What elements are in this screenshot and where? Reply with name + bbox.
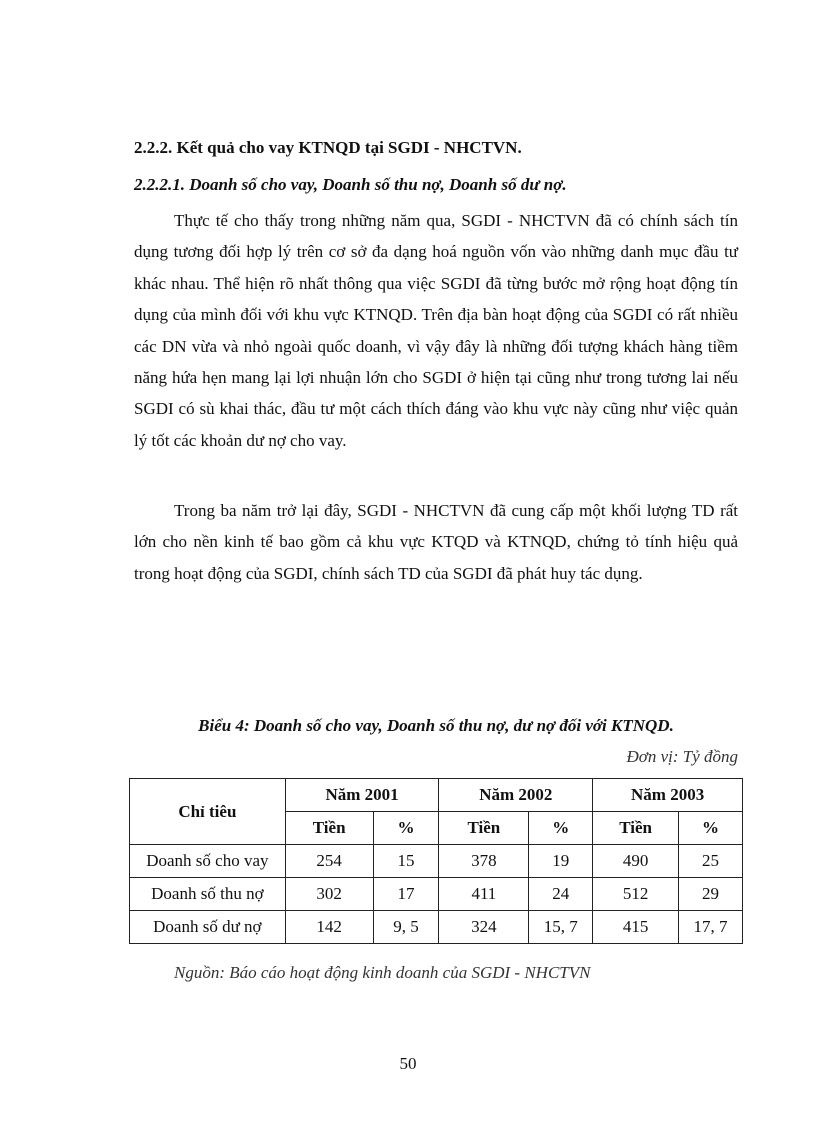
paragraph-1: Thực tế cho thấy trong những năm qua, SGDI - NHCTVN đã có chính sách tín dụng tương đối hợp lý trên cơ sở đa dạng hoá nguồn vốn vào những danh mục đầu tư khác nhau. Thể hiện rõ nhất thông qua việc SGDI đã từng bước mở rộng hoạt động tín dụng của mình đối với khu vực KTNQD. Trên địa bàn hoạt động của SGDI có rất nhiều các DN vừa và nhỏ ngoài quốc doanh, vì vậy đây là những đối tượng khách hàng tiềm năng hứa hẹn mang lại lợi nhuận lớn cho SGDI ở hiện tại cũng như trong tương lai nếu SGDI có sù khai thác, đầu tư một cách thích đáng vào khu vực này cũng như việc quản lý tốt các khoản dư nợ cho vay. bbox=[134, 211, 738, 450]
table-cell: 17 bbox=[373, 878, 439, 911]
table-cell: 24 bbox=[529, 878, 593, 911]
table-cell: 142 bbox=[285, 911, 373, 944]
header-year-2001: Năm 2001 bbox=[285, 779, 439, 812]
table-cell: 15 bbox=[373, 845, 439, 878]
table-cell: 9, 5 bbox=[373, 911, 439, 944]
subheader-percent: % bbox=[373, 812, 439, 845]
table-header-row bbox=[130, 779, 743, 812]
table-cell: 25 bbox=[679, 845, 743, 878]
table-cell: 490 bbox=[593, 845, 679, 878]
page-number: 50 bbox=[399, 1054, 417, 1073]
table-cell: 29 bbox=[679, 878, 743, 911]
subheader-money: Tiền bbox=[285, 812, 373, 845]
data-table bbox=[129, 778, 743, 944]
table-caption: Biểu 4: Doanh số cho vay, Doanh số thu nợ, dư nợ đối với KTNQD. bbox=[198, 716, 674, 735]
section-heading: 2.2.2. Kết quả cho vay KTNQD tại SGDI - NHCTVN. bbox=[134, 138, 522, 157]
table-cell: 15, 7 bbox=[529, 911, 593, 944]
row-label: Doanh số cho vay bbox=[130, 845, 286, 878]
table-unit: Đơn vị: Tỷ đồng bbox=[626, 747, 738, 766]
header-year-2002: Năm 2002 bbox=[439, 779, 593, 812]
table-source: Nguồn: Báo cáo hoạt động kinh doanh của SGDI - NHCTVN bbox=[174, 963, 591, 982]
table-row bbox=[130, 911, 743, 944]
table-cell: 411 bbox=[439, 878, 529, 911]
header-year-2003: Năm 2003 bbox=[593, 779, 743, 812]
paragraph-2: Trong ba năm trở lại đây, SGDI - NHCTVN đã cung cấp một khối lượng TD rất lớn cho nền kinh tế bao gồm cả khu vực KTQD và KTNQD, chứng tỏ tính hiệu quả trong hoạt động của SGDI, chính sách TD của SGDI đã phát huy tác dụng. bbox=[134, 501, 738, 583]
row-label: Doanh số thu nợ bbox=[130, 878, 286, 911]
table-row bbox=[130, 845, 743, 878]
table-cell: 254 bbox=[285, 845, 373, 878]
table-cell: 378 bbox=[439, 845, 529, 878]
table-row bbox=[130, 878, 743, 911]
table-cell: 512 bbox=[593, 878, 679, 911]
subsection-heading: 2.2.2.1. Doanh số cho vay, Doanh số thu nợ, Doanh số dư nợ. bbox=[134, 175, 567, 194]
header-indicator: Chỉ tiêu bbox=[130, 779, 286, 845]
row-label: Doanh số dư nợ bbox=[130, 911, 286, 944]
subheader-money: Tiền bbox=[593, 812, 679, 845]
table-cell: 324 bbox=[439, 911, 529, 944]
table-cell: 415 bbox=[593, 911, 679, 944]
table-cell: 302 bbox=[285, 878, 373, 911]
subheader-money: Tiền bbox=[439, 812, 529, 845]
subheader-percent: % bbox=[679, 812, 743, 845]
table-cell: 17, 7 bbox=[679, 911, 743, 944]
table-cell: 19 bbox=[529, 845, 593, 878]
subheader-percent: % bbox=[529, 812, 593, 845]
